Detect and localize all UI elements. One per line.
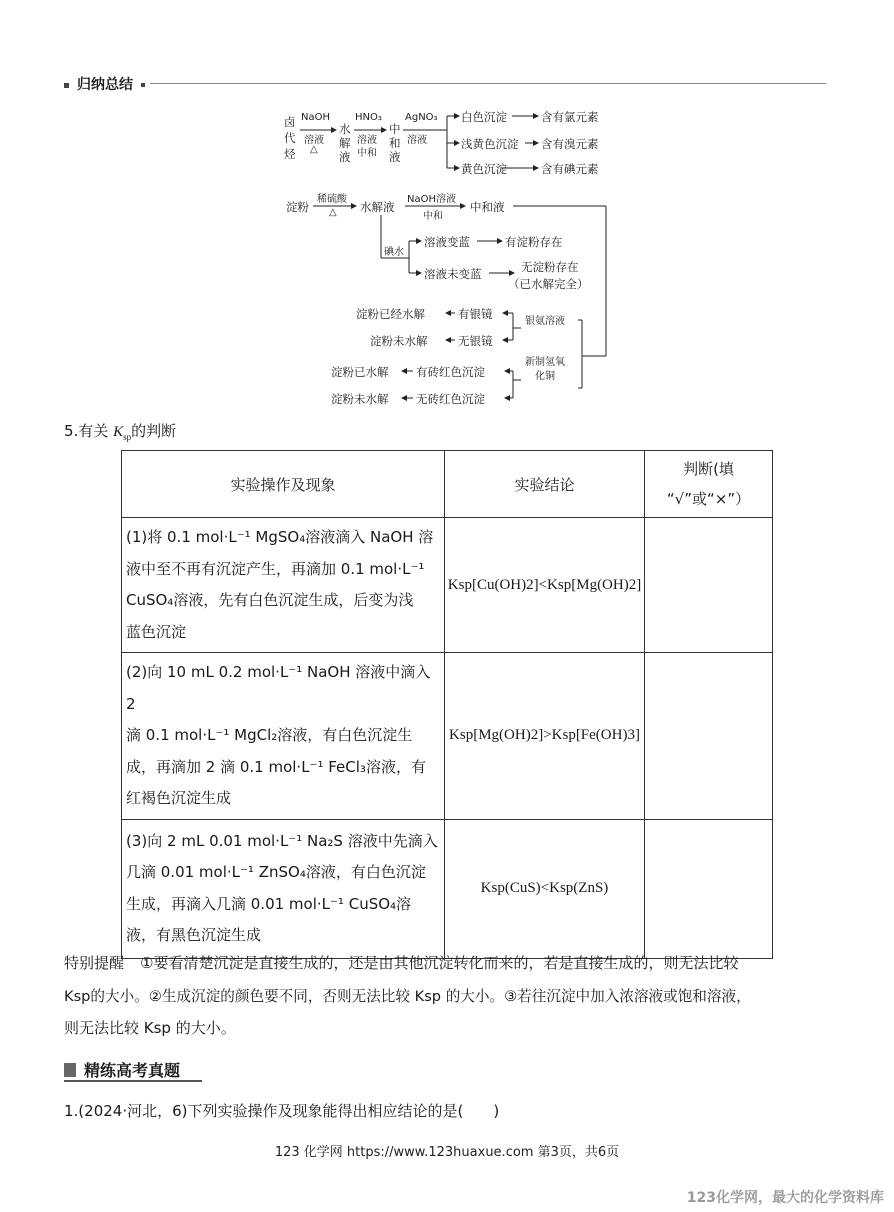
tip-line-1: 特别提醒 ①要看清楚沉淀是直接生成的，还是由其他沉淀转化而来的，若是直接生成的，则无法比较: [64, 954, 739, 972]
iodine-conclusion-2: 无淀粉存在: [521, 260, 579, 274]
flow-diagram-lines: [0, 0, 894, 420]
halide-node2: 中 和 液: [389, 122, 401, 164]
iodine-observation-2: 溶液未变蓝: [424, 267, 482, 281]
table-header-row: [122, 451, 773, 518]
starch-step2-top: NaOH溶液: [407, 194, 456, 205]
tip-line-3: 则无法比较 Ksp 的大小。: [64, 1019, 236, 1037]
halide-result-conclusion-3: 含有碘元素: [541, 162, 599, 176]
row1-judgment-cell[interactable]: [645, 518, 773, 653]
ksp-judgment-table: [121, 450, 773, 959]
item5-heading: 5.有关 $K_{sp}$的判断: [64, 422, 177, 442]
starch-node2: 中和液: [470, 200, 505, 214]
tip-label: 特别提醒: [64, 954, 125, 972]
section2-rule: [64, 1080, 202, 1082]
copper-reagent: 新制氢氧 化铜: [525, 357, 565, 382]
iodine-observation-1: 溶液变蓝: [424, 235, 470, 249]
halide-step1-bot: △: [310, 144, 318, 155]
iodine-conclusion-2-note: （已水解完全）: [508, 277, 589, 291]
halide-step1-mid: 溶液: [304, 135, 324, 146]
section2-title: 精练高考真题: [84, 1061, 181, 1080]
halide-step2-bot: 中和: [357, 148, 377, 159]
header-operation: 实验操作及现象: [122, 451, 445, 518]
halide-step3-mid: 溶液: [407, 135, 427, 146]
halide-result-precipitate-1: 白色沉淀: [461, 110, 507, 124]
halide-result-precipitate-2: 浅黄色沉淀: [461, 137, 519, 151]
tip-line-2: Ksp的大小。②生成沉淀的颜色要不同，否则无法比较 Ksp 的大小。③若往沉淀中加入浓溶液或饱和溶液，: [64, 988, 751, 1005]
silver-observation-1: 有银镜: [458, 307, 493, 321]
document-icon: [64, 1063, 76, 1077]
starch-step1-bot: △: [329, 207, 337, 218]
starch-step1-top: 稀硫酸: [317, 194, 347, 205]
watermark: 123化学网，最大的化学资料库: [686, 1190, 884, 1206]
question-1: 1.(2024·河北，6)下列实验操作及现象能得出相应结论的是( ): [64, 1102, 500, 1120]
table-row: [122, 518, 773, 653]
iodine-label: 碘水: [384, 247, 404, 258]
table-row: [122, 819, 773, 958]
halide-result-conclusion-2: 含有溴元素: [541, 137, 599, 151]
halide-step1-top: NaOH: [301, 112, 330, 123]
copper-observation-2: 无砖红色沉淀: [416, 392, 485, 406]
starch-node1: 水解液: [360, 200, 395, 214]
row2-conclusion: Ksp[Mg(OH)2]>Ksp[Fe(OH)3]: [445, 653, 645, 820]
silver-conclusion-1: 淀粉已经水解: [356, 307, 425, 321]
halide-step2-top: HNO₃: [355, 112, 382, 123]
silver-conclusion-2: 淀粉未水解: [370, 334, 428, 348]
row3-conclusion: Ksp(CuS)<Ksp(ZnS): [445, 819, 645, 958]
row3-judgment-cell[interactable]: [645, 819, 773, 958]
halide-result-conclusion-1: 含有氯元素: [541, 110, 599, 124]
row2-operation: (2)向 10 mL 0.2 mol·L⁻¹ NaOH 溶液中滴入 2 滴 0.1 mol·L⁻¹ MgCl₂溶液，有白色沉淀生 成，再滴加 2 滴 0.1 mol·L⁻¹ FeCl₃溶液，有 红褐色沉淀生成: [122, 653, 445, 820]
copper-observation-1: 有砖红色沉淀: [416, 365, 485, 379]
iodine-conclusion-1: 有淀粉存在: [505, 235, 563, 249]
table-row: [122, 653, 773, 820]
copper-conclusion-2: 淀粉未水解: [331, 392, 389, 406]
halide-step3-top: AgNO₃: [405, 112, 438, 123]
row1-conclusion: Ksp[Cu(OH)2]<Ksp[Mg(OH)2]: [445, 518, 645, 653]
halide-result-precipitate-3: 黄色沉淀: [461, 162, 507, 176]
halide-step2-mid: 溶液: [357, 135, 377, 146]
section-header-title: 归纳总结: [77, 77, 133, 93]
copper-conclusion-1: 淀粉已水解: [331, 365, 389, 379]
row2-judgment-cell[interactable]: [645, 653, 773, 820]
silver-reagent: 银氨溶液: [525, 316, 565, 327]
starch-start: 淀粉: [286, 200, 309, 214]
starch-step2-bot: 中和: [423, 211, 443, 222]
section2-header: [64, 1058, 180, 1081]
page-footer: 123 化学网 https://www.123huaxue.com 第3页，共6页: [274, 1145, 620, 1160]
header-judgment: 判断(填 “√”或“×”）: [645, 451, 773, 518]
row3-operation: (3)向 2 mL 0.01 mol·L⁻¹ Na₂S 溶液中先滴入 几滴 0.01 mol·L⁻¹ ZnSO₄溶液，有白色沉淀 生成，再滴入几滴 0.01 mol·L⁻¹ CuSO₄溶 液，有黑色沉淀生成: [122, 819, 445, 958]
header-conclusion: 实验结论: [445, 451, 645, 518]
silver-observation-2: 无银镜: [458, 334, 493, 348]
row1-operation: (1)将 0.1 mol·L⁻¹ MgSO₄溶液滴入 NaOH 溶 液中至不再有沉淀产生，再滴加 0.1 mol·L⁻¹ CuSO₄溶液，先有白色沉淀生成，后变为浅 蓝色沉淀: [122, 518, 445, 653]
halide-start: 卤 代 烃: [284, 115, 296, 161]
halide-node1: 水 解 液: [339, 122, 351, 164]
